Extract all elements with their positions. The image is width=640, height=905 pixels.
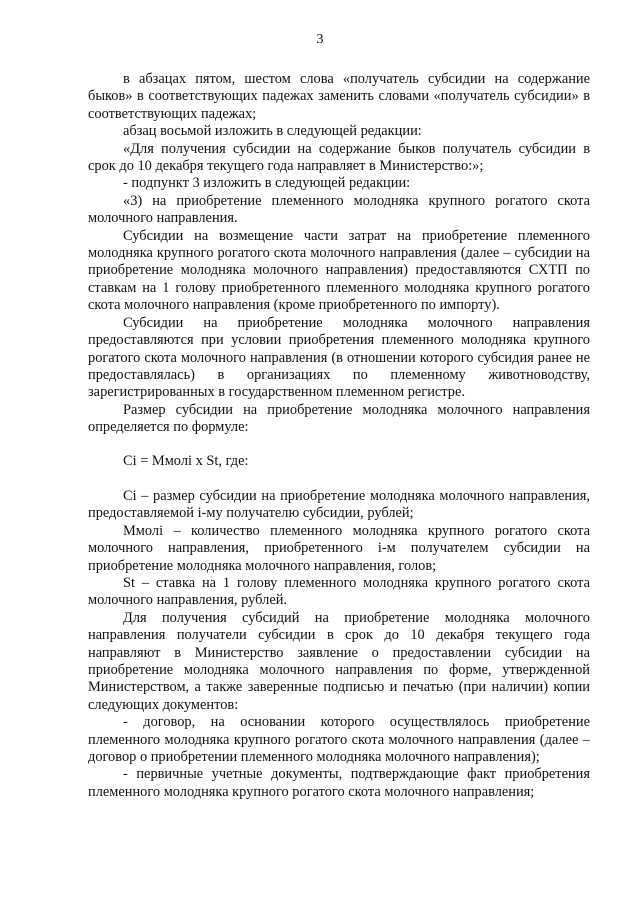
paragraph-7: Субсидии на приобретение молодняка молочного направления предоставляются при условии приобретения племенного молодняка крупного рогатого скота молочного направления (в отношении которого субсидия ранее не предоставлялась) в организациях по племенному животноводству, зарегистрированных в государственном племенном регистре. [88,314,590,401]
paragraph-11: St – ставка на 1 голову племенного молодняка крупного рогатого скота молочного направления, рублей. [88,574,590,609]
paragraph-2: абзац восьмой изложить в следующей редакции: [123,123,422,140]
paragraph-12: Для получения субсидий на приобретение молодняка молочного направления получатели субсидии в срок до 10 декабря текущего года направляют в Министерство заявление о предоставлении субсидии на приобретение молодняка молочного направления по форме, утвержденной Министерством, а также заверенные подписью и печатью (при наличии) копии следующих документов: [88,609,590,713]
paragraph-8: Размер субсидии на приобретение молодняка молочного направления определяется по формуле: [88,401,590,436]
paragraph-4: - подпункт 3 изложить в следующей редакции: [123,175,411,192]
paragraph-10: Ммолi – количество племенного молодняка крупного рогатого скота молочного направления, приобретенного i-м получателем субсидии на приобретение молодняка молочного направления, голов; [88,522,590,574]
page-number: 3 [316,32,324,47]
formula: Ci = Mмолi x St, где: [123,452,249,469]
paragraph-6: Субсидии на возмещение части затрат на приобретение племенного молодняка крупного рогатого скота молочного направления (далее – субсидии на приобретение молодняка молочного направления) предоставляются СХТП по ставкам на 1 голову приобретенного племенного молодняка крупного рогатого скота молочного направления (кроме приобретенного по импорту). [88,227,590,314]
paragraph-3: «Для получения субсидии на содержание быков получатель субсидии в срок до 10 декабря текущего года направляет в Министерство:»; [88,140,590,175]
paragraph-14: - первичные учетные документы, подтверждающие факт приобретения племенного молодняка крупного рогатого скота молочного направления; [88,766,590,800]
paragraph-1: в абзацах пятом, шестом слова «получатель субсидии на содержание быков» в соответствующих падежах заменить словами «получатель субсидии» в соответствующих падежах; [88,71,590,122]
paragraph-5: «3) на приобретение племенного молодняка крупного рогатого скота молочного направления. [88,192,590,227]
document-body [88,71,590,801]
paragraph-13: - договор, на основании которого осуществлялось приобретение племенного молодняка крупного рогатого скота молочного направления (далее – договор о приобретении племенного молодняка молочного направления); [88,714,590,766]
paragraph-9: Ci – размер субсидии на приобретение молодняка молочного направления, предоставляемой i-му получателю субсидии, рублей; [88,487,590,522]
